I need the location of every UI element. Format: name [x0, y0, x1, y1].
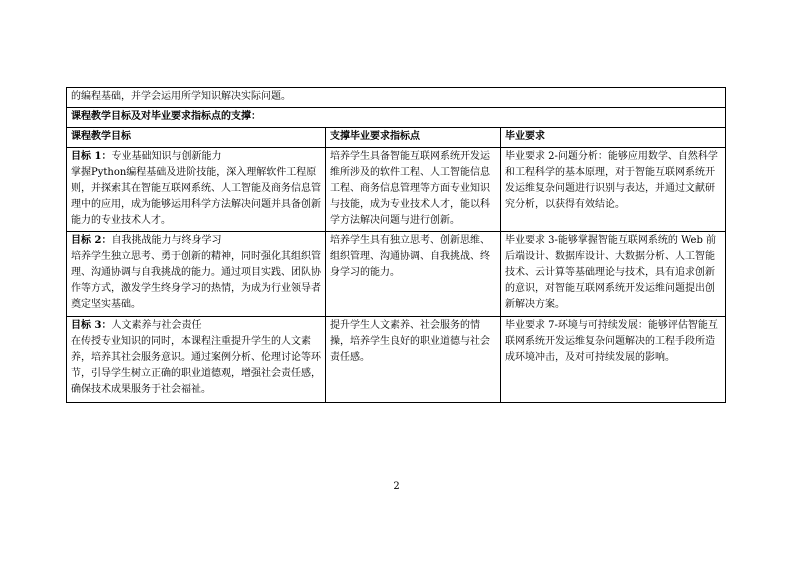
- goal-title: 人文素养与社会责任: [111, 320, 202, 331]
- goal-text: 培养学生独立思考、勇于创新的精神，同时强化其组织管理、沟通协调与自我挑战的能力。通过项目实践、团队协作等方式，激发学生终身学习的热情，为成为行业领导者奠定坚实基础。: [71, 251, 321, 310]
- section-title-row: [67, 108, 726, 128]
- goal-cell: [67, 232, 326, 317]
- header-indicator: 支撑毕业要求指标点: [326, 128, 501, 148]
- requirement-cell: 毕业要求 2-问题分析：能够应用数学、自然科学和工程科学的基本原理，对于智能互联网系统开发运维复杂问题进行识别与表达，并通过文献研究分析，以获得有效结论。: [501, 148, 726, 232]
- goal-title: 专业基础知识与创新能力: [111, 151, 222, 162]
- intro-row: [67, 88, 726, 108]
- requirement-cell: 毕业要求 3-能够掌握智能互联网系统的 Web 前后端设计、数据库设计、大数据分析、人工智能技术、云计算等基础理论与技术，具有追求创新的意识，对智能互联网系统开发运维问题提出创新解决方案。: [501, 232, 726, 317]
- header-row: [67, 128, 726, 148]
- goal-label: 目标 1：: [71, 151, 112, 162]
- goal-cell: [67, 317, 326, 403]
- goal-cell: [67, 148, 326, 232]
- objectives-table: [66, 87, 726, 403]
- goal-label: 目标 2：: [71, 235, 112, 246]
- goal-title: 自我挑战能力与终身学习: [111, 235, 222, 246]
- indicator-cell: 培养学生具备智能互联网系统开发运维所涉及的软件工程、人工智能信息工程、商务信息管理等方面专业知识与技能，成为专业技术人才，能以科学方法解决问题与进行创新。: [326, 148, 501, 232]
- indicator-cell: 提升学生人文素养、社会服务的情操，培养学生良好的职业道德与社会责任感。: [326, 317, 501, 403]
- goal-label: 目标 3：: [71, 320, 112, 331]
- page-number: 2: [393, 481, 400, 492]
- table-row: [67, 232, 726, 317]
- header-goal: 课程教学目标: [67, 128, 326, 148]
- table-row: [67, 317, 726, 403]
- goal-text: 在传授专业知识的同时，本课程注重提升学生的人文素养，培养其社会服务意识。通过案例分析、伦理讨论等环节，引导学生树立正确的职业道德观，增强社会责任感，确保技术成果服务于社会福祉。: [71, 336, 321, 395]
- table-row: [67, 148, 726, 232]
- intro-text: 的编程基础，并学会运用所学知识解决实际问题。: [67, 88, 726, 108]
- requirement-cell: 毕业要求 7-环境与可持续发展：能够评估智能互联网系统开发运维复杂问题解决的工程手段所造成环境冲击，及对可持续发展的影响。: [501, 317, 726, 403]
- section-title: 课程教学目标及对毕业要求指标点的支撑：: [67, 108, 726, 128]
- goal-text: 掌握Python编程基础及进阶技能，深入理解软件工程原则，并探索其在智能互联网系统、人工智能及商务信息管理中的应用，成为能够运用科学方法解决问题并具备创新能力的专业技术人才。: [71, 167, 321, 226]
- header-requirement: 毕业要求: [501, 128, 726, 148]
- indicator-cell: 培养学生具有独立思考、创新思维、组织管理、沟通协调、自我挑战、终身学习的能力。: [326, 232, 501, 317]
